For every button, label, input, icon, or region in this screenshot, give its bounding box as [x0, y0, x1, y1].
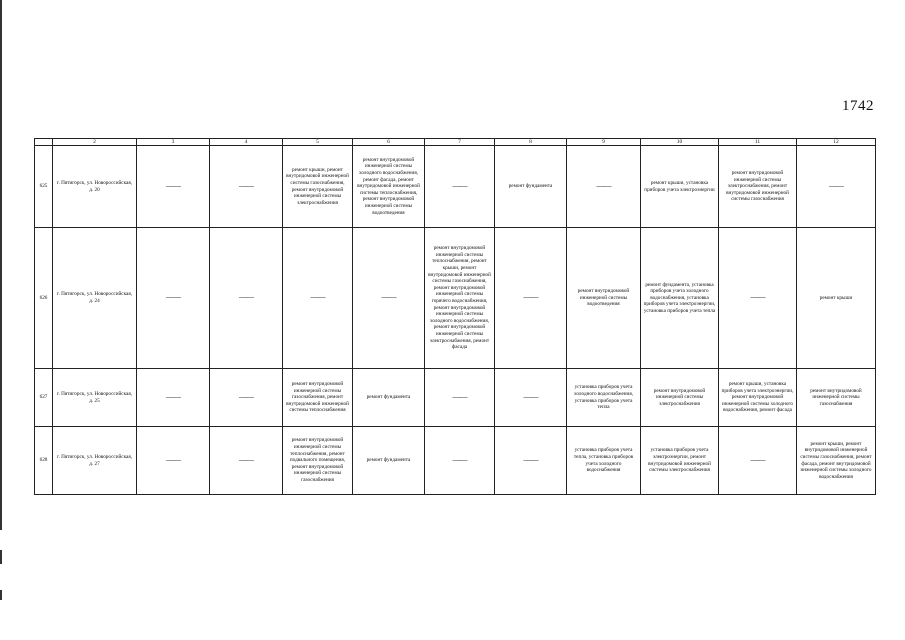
cell-col-9: ремонт внутридомовой инженерной системы водоотведения: [567, 228, 641, 369]
address-cell: г. Пятигорск, ул. Новороссийская, д. 24: [53, 228, 137, 369]
cell-col-5: ремонт внутридомовой инженерной системы газоснабжения, ремонт внутридомовой инженерной системы теплоснабжения: [283, 369, 353, 427]
scan-edge-mark: [0, 550, 2, 564]
address-cell: г. Пятигорск, ул. Новороссийская, д. 20: [53, 146, 137, 228]
cell-col-6: ремонт внутридомовой инженерной системы холодного водоснабжения, ремонт фасада, ремонт внутридомовой инженерной системы теплоснабжения, ремонт внутридомовой инженерной системы водоотведения: [353, 146, 425, 228]
address-cell: г. Пятигорск, ул. Новороссийская, д. 27: [53, 427, 137, 495]
cell-col-11: ——: [719, 427, 797, 495]
header-cell: 2: [53, 139, 137, 146]
cell-col-4: ——: [210, 146, 283, 228]
row-number: 626: [35, 228, 53, 369]
cell-col-8: ——: [495, 369, 567, 427]
cell-col-5: ремонт крыши, ремонт внутридомовой инженерной системы газоснабжения, ремонт внутридомовой инженерной системы электроснабжения: [283, 146, 353, 228]
cell-col-3: ——: [137, 146, 210, 228]
cell-col-7: ——: [425, 369, 495, 427]
table-row: [35, 369, 876, 427]
cell-col-10: установка приборов учета электроэнергии, ремонт внутридомовой инженерной системы электроснабжения: [641, 427, 719, 495]
repair-schedule-table: [34, 138, 876, 495]
header-cell: 11: [719, 139, 797, 146]
row-number: 627: [35, 369, 53, 427]
cell-col-4: ——: [210, 369, 283, 427]
header-cell: 10: [641, 139, 719, 146]
header-cell: [35, 139, 53, 146]
header-row: [35, 139, 876, 146]
cell-col-12: ——: [797, 146, 876, 228]
cell-col-10: ремонт крыши, установка приборов учета электроэнергии: [641, 146, 719, 228]
cell-col-3: ——: [137, 427, 210, 495]
table-row: [35, 228, 876, 369]
cell-col-3: ——: [137, 369, 210, 427]
header-cell: 9: [567, 139, 641, 146]
header-cell: 5: [283, 139, 353, 146]
cell-col-5: ——: [283, 228, 353, 369]
header-cell: 8: [495, 139, 567, 146]
cell-col-12: ремонт крыши, ремонт внутридомовой инженерной системы газоснабжения, ремонт фасада, ремонт внутридомовой инженерной системы холодного водоснабжения: [797, 427, 876, 495]
cell-col-3: ——: [137, 228, 210, 369]
header-cell: 4: [210, 139, 283, 146]
cell-col-10: ремонт фундамента, установка приборов учета холодного водоснабжения, установка приборов учета электроэнергии, установка приборов учета тепла: [641, 228, 719, 369]
address-cell: г. Пятигорск, ул. Новороссийская, д. 25: [53, 369, 137, 427]
table-row: [35, 427, 876, 495]
cell-col-12: ремонт крыши: [797, 228, 876, 369]
cell-col-5: ремонт внутридомовой инженерной системы теплоснабжения, ремонт подвального помещения, ремонт внутридомовой инженерной системы газоснабжения: [283, 427, 353, 495]
cell-col-12: ремонт внутридомовой инженерной системы газоснабжения: [797, 369, 876, 427]
cell-col-9: установка приборов учета холодного водоснабжения, установка приборов учета тепла: [567, 369, 641, 427]
row-number: 628: [35, 427, 53, 495]
header-cell: 12: [797, 139, 876, 146]
table-row: [35, 146, 876, 228]
cell-col-8: ——: [495, 427, 567, 495]
cell-col-9: ——: [567, 146, 641, 228]
scan-edge-mark: [0, 590, 2, 600]
cell-col-11: ремонт крыши, установка приборов учета электроэнергии, ремонт внутридомовой инженерной системы холодного водоснабжения, ремонт фасада: [719, 369, 797, 427]
header-cell: 6: [353, 139, 425, 146]
cell-col-7: ремонт внутридомовой инженерной системы теплоснабжения, ремонт крыши, ремонт внутридомовой инженерной системы газоснабжения, ремонт внутридомовой инженерной системы горячего водоснабжения, ремонт внутридомовой инженерной системы холодного водоснабжения, ремонт внутридомовой инженерной системы электроснабжения, ремонт фасада: [425, 228, 495, 369]
header-cell: 3: [137, 139, 210, 146]
cell-col-7: ——: [425, 146, 495, 228]
cell-col-9: установка приборов учета тепла, установка приборов учета холодного водоснабжения: [567, 427, 641, 495]
cell-col-11: ремонт внутридомовой инженерной системы электроснабжения, ремонт внутридомовой инженерной системы газоснабжения: [719, 146, 797, 228]
cell-col-6: ремонт фундамента: [353, 427, 425, 495]
cell-col-8: ремонт фундамента: [495, 146, 567, 228]
cell-col-8: ——: [495, 228, 567, 369]
cell-col-6: ремонт фундамента: [353, 369, 425, 427]
cell-col-10: ремонт внутридомовой инженерной системы электроснабжения: [641, 369, 719, 427]
page-number: 1742: [842, 98, 874, 114]
cell-col-4: ——: [210, 427, 283, 495]
cell-col-6: ——: [353, 228, 425, 369]
cell-col-4: ——: [210, 228, 283, 369]
cell-col-11: ——: [719, 228, 797, 369]
scan-left-edge-line: [0, 0, 2, 530]
row-number: 625: [35, 146, 53, 228]
cell-col-7: ——: [425, 427, 495, 495]
header-cell: 7: [425, 139, 495, 146]
